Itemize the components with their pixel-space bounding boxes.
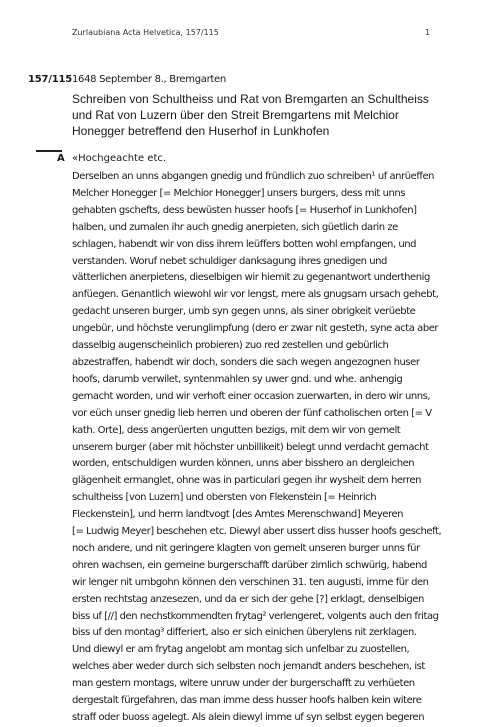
text-line: hoofs, darumb verwilet, syntenmahlen sy uwer gnd. und whe. anhengig [72,373,403,385]
salutation: «Hochgeachte etc. [72,153,167,164]
body-text [72,169,452,727]
text-line: wir lenger nit umbgohn können den verschinen 31. ten augusti, imme für den [72,576,429,588]
page-number: 1 [425,28,431,37]
text-line: gemacht worden, und wir verhoft einer occasion zuerwarten, in dero wir unns, [72,390,431,402]
witness-sigla: A [57,153,65,164]
text-line: man gestern montags, witere unruw under der burgerschafft zu verhüeten [72,678,415,690]
document-number: 157/115 [28,74,73,85]
text-line: Melcher Honegger [= Melchior Honegger] unsers burgers, dess mit unns [72,187,405,199]
running-header: Zurlaubiana Acta Helvetica, 157/115 [72,28,219,37]
text-line: ersten rechtstag anzesezen, und da er sich der gehe [?] erklagt, denselbigen [72,593,424,605]
text-line: dasselbig augenscheinlich probieren) zuo red zestellen und gebürlich [72,340,389,352]
text-line: Und diewyl er am frytag angelobt am montag sich unfelbar zu zuostellen, [72,644,410,656]
text-line: biss uf [//] den nechstkommendten frytag² verlengeret, volgents auch den fritag [72,610,439,622]
text-line: vätterlichen anerpietens, dieselbigen wir hiemit zu gegenantwort underthenig [72,272,430,284]
text-line: anfüegen. Genantlich wiewohl wir vor lengst, mere als gnugsam ursach gehebt, [72,289,439,301]
text-line: abzestraffen, habendt wir doch, sonders die sach wegen angezognen huser [72,356,420,368]
text-line: straff oder buoss agelegt. Als alein diewyl imme uf syn selbst eygen begeren [72,712,425,723]
section-rule [36,150,62,152]
document-title: Schreiben von Schultheiss und Rat von Bremgarten an Schultheiss und Rat von Luzern über den Streit Bremgartens mit Melchior Honegger betreffend den Huserhof in Lunkhofen [72,92,429,138]
text-line: vor eüch unser gnedig lieb herren und oberen der fünf catholischen orten [= V [72,407,432,419]
text-line: ohren wachsen, ein gemeine burgerschafft darüber zimlich schwürig, habend [72,559,427,571]
text-line: kath. Orte], dess angerüerten ungutten bezigs, mit dem wir von gemelt [72,424,401,436]
text-line: ungebür, und höchste verunglimpfung (dero er zwar nit gesteth, syne acta aber [72,323,439,335]
text-line: schlagen, habendt wir von diss ihrem leüffers botten wohl empfangen, und [72,238,417,250]
text-line: gehabten gschefts, dess bewüsten husser hoofs [= Huserhof in Lunkhofen] [72,204,417,216]
text-line: biss uf den montag³ differiert, also er sich einichen überylens nit zerklagen. [72,627,417,639]
text-line: unserem burger (aber mit höchster unbillikeit) belegt unnd verdacht gemacht [72,441,429,453]
text-line: halben, und zumalen ihr auch gnedig anerpieten, sich güetlich darin ze [72,221,398,233]
text-line: schultheiss [von Luzern] und obersten von Flekenstein [= Heinrich [72,492,377,504]
text-line: dergestalt fürgefahren, das man imme dess husser hoofs halben kein witere [72,695,422,707]
text-line: welches aber weder durch sich selbsten noch jemandt anders beschehen, ist [72,661,425,673]
text-line: worden, entschuldigen wurden können, unns aber bisshero an dergleichen [72,458,415,470]
document-dateline: 1648 September 8., Bremgarten [72,74,226,85]
text-line: glägenheit ermanglet, ohne was in particulari gegen ihr wysheit dem herren [72,475,422,487]
text-line: verstanden. Woruf nebet schuldiger danksagung ihres gnedigen und [72,255,387,267]
text-line: Fleckenstein], und herrn landtvogt [des Amtes Merenschwand] Meyeren [72,509,404,521]
text-line: noch andere, und nit geringere klagten von gemelt unseren burger unns für [72,542,420,554]
text-line: [= Ludwig Meyer] beschehen etc. Diewyl aber ussert diss husser hoofs gescheft, [72,526,442,538]
text-line: gedacht unseren burger, umb syn gegen unns, als siner obrigkeit verüebte [72,306,416,318]
text-line: Derselben an unns abgangen gnedig und fründlich zuo schreiben¹ uf anrüeffen [72,171,435,182]
